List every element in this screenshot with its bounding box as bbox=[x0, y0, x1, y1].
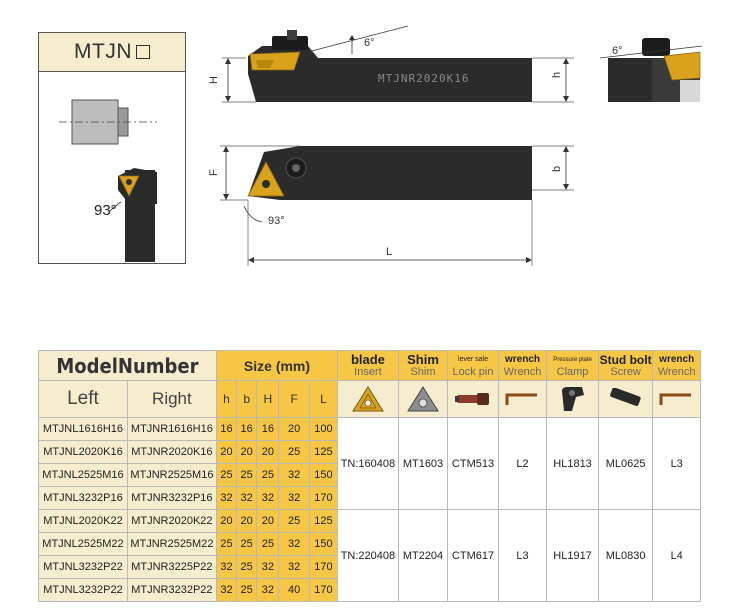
value-b: 25 bbox=[237, 464, 257, 487]
model-left: MTJNL1616H16 bbox=[39, 418, 128, 441]
value-b: 25 bbox=[237, 556, 257, 579]
insert-value: TN:160408 bbox=[338, 418, 399, 510]
value-h: 20 bbox=[216, 510, 236, 533]
angle-6-label-front: 6° bbox=[364, 37, 375, 49]
model-right: MTJNR3225P22 bbox=[127, 556, 216, 579]
angle-93-label-side: 93° bbox=[268, 215, 285, 227]
accessory-title: wrench bbox=[659, 353, 695, 365]
accessory-title: blade bbox=[350, 351, 385, 367]
lock-pin-icon-cell bbox=[448, 381, 499, 418]
value-F: 32 bbox=[279, 556, 309, 579]
model-right: MTJNR2020K16 bbox=[127, 441, 216, 464]
value-h: 32 bbox=[216, 487, 236, 510]
shank-end-view bbox=[608, 58, 652, 102]
wrench-value: L3 bbox=[498, 510, 547, 602]
F-arrow-bottom bbox=[223, 194, 229, 200]
side-angle-arc bbox=[244, 206, 262, 222]
dim-header-F: F bbox=[279, 381, 309, 418]
b-arrow-top bbox=[563, 146, 569, 152]
accessory-title: lever sale bbox=[458, 355, 488, 363]
value-h: 25 bbox=[216, 464, 236, 487]
accessory-sub: Shim bbox=[410, 365, 436, 378]
value-L: 170 bbox=[309, 556, 337, 579]
table-header-row-2 bbox=[39, 381, 701, 418]
accessory-header-lock-pin bbox=[448, 351, 499, 381]
value-h: 32 bbox=[216, 556, 236, 579]
model-left: MTJNL2525M22 bbox=[39, 533, 128, 556]
model-left: MTJNL3232P16 bbox=[39, 487, 128, 510]
h-arrow-top bbox=[563, 58, 569, 64]
accessory-header-insert bbox=[338, 351, 399, 381]
model-right: MTJNR2020K22 bbox=[127, 510, 216, 533]
angle-6-label-end: 6° bbox=[612, 45, 623, 57]
angle-93-label: 93° bbox=[94, 202, 117, 219]
size-header: Size (mm) bbox=[216, 351, 337, 381]
H-arrow-top bbox=[225, 58, 231, 64]
value-H: 32 bbox=[257, 579, 279, 602]
accessory-title: wrench bbox=[505, 353, 541, 365]
model-right: MTJNR2525M16 bbox=[127, 464, 216, 487]
value-F: 32 bbox=[279, 487, 309, 510]
table-row bbox=[39, 510, 701, 533]
insert-triangle-icon bbox=[351, 384, 385, 414]
h-arrow-bottom bbox=[563, 96, 569, 102]
model-left: MTJNL2020K22 bbox=[39, 510, 128, 533]
L-label: L bbox=[386, 246, 393, 258]
wrench-2-value: L4 bbox=[653, 510, 701, 602]
value-h: 20 bbox=[216, 441, 236, 464]
accessory-header-shim bbox=[398, 351, 448, 381]
accessory-sub: Wrench bbox=[657, 365, 696, 378]
value-F: 25 bbox=[279, 510, 309, 533]
accessory-header-clamp bbox=[547, 351, 599, 381]
wrench-value: L2 bbox=[498, 418, 547, 510]
b-label: b bbox=[551, 165, 563, 172]
value-h: 32 bbox=[216, 579, 236, 602]
value-H: 20 bbox=[257, 441, 279, 464]
value-F: 40 bbox=[279, 579, 309, 602]
value-L: 170 bbox=[309, 579, 337, 602]
screw-icon-cell bbox=[598, 381, 653, 418]
shank-engraving: MTJNR2020K16 bbox=[378, 72, 470, 85]
rake-arrow-head bbox=[349, 35, 355, 40]
value-b: 25 bbox=[237, 533, 257, 556]
clamp-end-view bbox=[642, 38, 670, 56]
value-H: 25 bbox=[257, 533, 279, 556]
value-h: 16 bbox=[216, 418, 236, 441]
F-arrow-top bbox=[223, 146, 229, 152]
value-L: 125 bbox=[309, 510, 337, 533]
wrench-icon bbox=[503, 389, 543, 409]
clamp-icon-cell bbox=[547, 381, 599, 418]
value-b: 25 bbox=[237, 579, 257, 602]
accessory-sub: Clamp bbox=[556, 365, 589, 378]
insert-icon-cell bbox=[338, 381, 399, 418]
series-label-text: MTJN bbox=[74, 40, 132, 63]
value-L: 170 bbox=[309, 487, 337, 510]
model-right: MTJNR3232P16 bbox=[127, 487, 216, 510]
lock-pin-value: CTM617 bbox=[448, 510, 499, 602]
screw-icon bbox=[606, 388, 646, 410]
screw-value: ML0625 bbox=[598, 418, 653, 510]
shim-triangle-icon bbox=[406, 384, 440, 414]
value-F: 32 bbox=[279, 464, 309, 487]
dim-header-H: H bbox=[257, 381, 279, 418]
dim-header-h: h bbox=[216, 381, 236, 418]
shim-icon-cell bbox=[398, 381, 448, 418]
clamp-screw-socket bbox=[292, 164, 300, 172]
value-H: 25 bbox=[257, 464, 279, 487]
h-label: h bbox=[551, 71, 563, 78]
value-H: 32 bbox=[257, 556, 279, 579]
screw-value: ML0830 bbox=[598, 510, 653, 602]
accessory-title: Shim bbox=[407, 351, 439, 367]
clamp-screw-front-view bbox=[287, 30, 297, 40]
accessory-sub: Lock pin bbox=[452, 365, 494, 378]
value-b: 32 bbox=[237, 487, 257, 510]
table-row bbox=[39, 418, 701, 441]
accessory-title: Pressure plate bbox=[553, 356, 592, 363]
wrench-icon bbox=[657, 389, 697, 409]
lock-pin-value: CTM513 bbox=[448, 418, 499, 510]
value-h: 25 bbox=[216, 533, 236, 556]
b-arrow-bottom bbox=[563, 184, 569, 190]
value-b: 20 bbox=[237, 441, 257, 464]
H-label: H bbox=[208, 76, 220, 84]
accessory-header-screw bbox=[598, 351, 653, 381]
value-L: 150 bbox=[309, 464, 337, 487]
value-H: 32 bbox=[257, 487, 279, 510]
insert-value: TN:220408 bbox=[338, 510, 399, 602]
shank-side-view bbox=[300, 146, 532, 200]
table-header-row-1 bbox=[39, 351, 701, 381]
model-left: MTJNL2525M16 bbox=[39, 464, 128, 487]
accessory-header-wrench bbox=[498, 351, 547, 381]
L-arrow-left bbox=[248, 257, 254, 263]
model-left: MTJNL3232P22 bbox=[39, 579, 128, 602]
model-right: MTJNR1616H16 bbox=[127, 418, 216, 441]
model-right: MTJNR3232P22 bbox=[127, 579, 216, 602]
accessory-header-wrench-2 bbox=[653, 351, 701, 381]
left-header: Left bbox=[39, 381, 128, 418]
specification-table bbox=[38, 350, 701, 602]
F-label: F bbox=[208, 169, 220, 176]
H-arrow-bottom bbox=[225, 96, 231, 102]
value-F: 32 bbox=[279, 533, 309, 556]
value-F: 25 bbox=[279, 441, 309, 464]
value-H: 20 bbox=[257, 510, 279, 533]
value-H: 16 bbox=[257, 418, 279, 441]
engineering-drawings bbox=[0, 0, 737, 300]
wrench-icon-cell bbox=[498, 381, 547, 418]
shim-end-view bbox=[680, 80, 700, 102]
accessory-sub: Wrench bbox=[503, 365, 542, 378]
clamp-value: HL1917 bbox=[547, 510, 599, 602]
dim-header-L: L bbox=[309, 381, 337, 418]
shim-value: MT2204 bbox=[398, 510, 448, 602]
value-F: 20 bbox=[279, 418, 309, 441]
lock-pin-icon bbox=[453, 389, 493, 409]
model-number-header: ModelNumber bbox=[39, 351, 217, 381]
value-L: 125 bbox=[309, 441, 337, 464]
shim-value: MT1603 bbox=[398, 418, 448, 510]
right-header: Right bbox=[127, 381, 216, 418]
wrench-2-icon-cell bbox=[653, 381, 701, 418]
model-left: MTJNL2020K16 bbox=[39, 441, 128, 464]
value-L: 150 bbox=[309, 533, 337, 556]
dim-header-b: b bbox=[237, 381, 257, 418]
accessory-sub: Insert bbox=[354, 365, 382, 378]
value-b: 20 bbox=[237, 510, 257, 533]
value-b: 16 bbox=[237, 418, 257, 441]
accessory-title: Stud bolt bbox=[599, 352, 652, 367]
L-arrow-right bbox=[526, 257, 532, 263]
model-right: MTJNR2525M22 bbox=[127, 533, 216, 556]
accessory-sub: Screw bbox=[610, 365, 641, 378]
model-left: MTJNL3232P22 bbox=[39, 556, 128, 579]
value-L: 100 bbox=[309, 418, 337, 441]
clamp-value: HL1813 bbox=[547, 418, 599, 510]
clamp-icon bbox=[558, 385, 588, 413]
wrench-2-value: L3 bbox=[653, 418, 701, 510]
insert-side-hole bbox=[262, 180, 270, 188]
